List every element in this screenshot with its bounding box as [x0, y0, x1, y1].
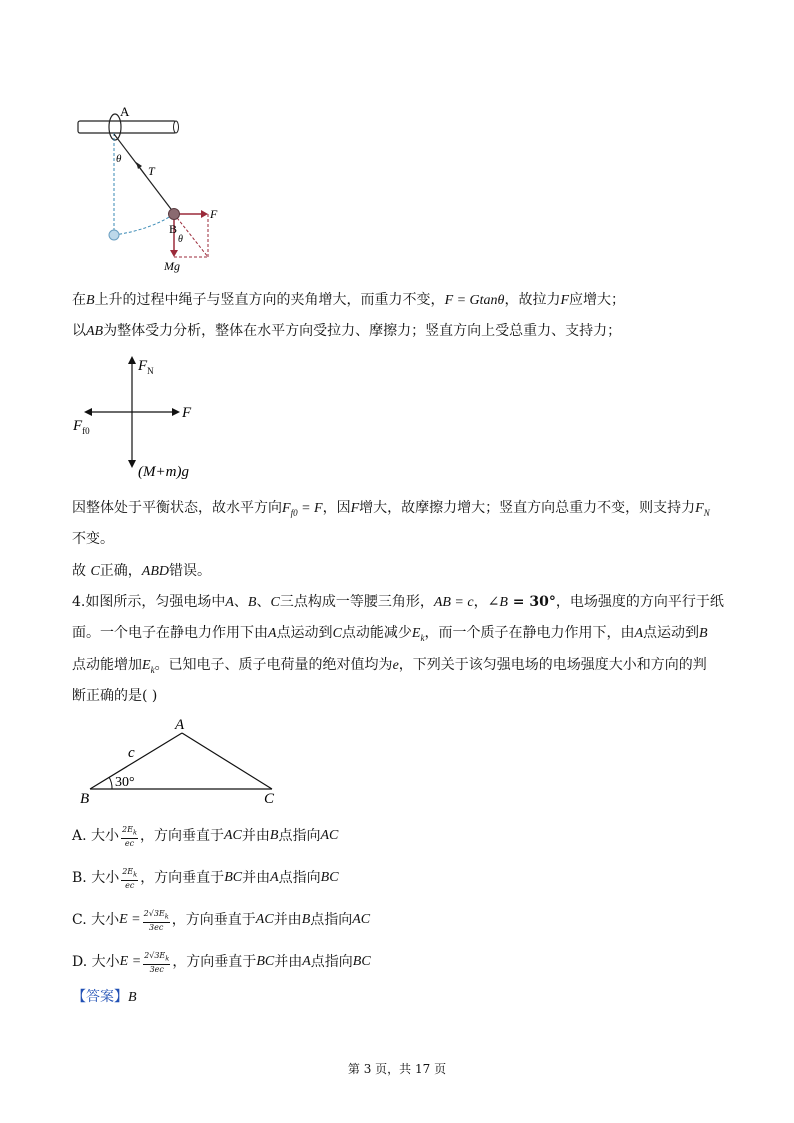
text-line-1: 在B上升的过程中绳子与竖直方向的夹角增大，而重力不变，F = Gtanθ，故拉力F应增大； — [72, 292, 626, 308]
answer-tag: 【答案】 — [72, 989, 128, 1005]
label-F: F — [210, 207, 218, 221]
label-A: A — [175, 717, 185, 733]
label-FN: $F_N$ — [138, 358, 154, 376]
text-line-4: 不变。 — [72, 531, 114, 547]
label-B: B — [169, 222, 178, 236]
option-a[interactable]: A. 大小 $\frac{2E_k}{ec}$ ，方向垂直于 AC 并由 B 点指向 AC — [72, 825, 339, 848]
text-line-5: 故 C正确，ABD错误。 — [72, 563, 212, 579]
page-footer: 第 3 页，共 17 页 — [347, 1062, 447, 1076]
answer-value: B — [128, 990, 137, 1005]
option-d[interactable]: D. 大小 E = $\frac{2√3E_k}{3ec}$ ，方向垂直于 BC 并由 A 点指向 BC — [72, 951, 371, 974]
label-B: B — [80, 791, 90, 807]
option-c[interactable]: C. 大小 E = $\frac{2√3E_k}{3ec}$ ，方向垂直于 AC 并由 B 点指向 AC — [72, 909, 371, 932]
label-c: c — [128, 745, 135, 761]
question-4-line-4: 断正确的是( ) — [72, 688, 158, 704]
label-theta: θ — [116, 153, 122, 165]
label-Mg: Mg — [164, 259, 180, 273]
whole-body-force-diagram — [70, 352, 240, 484]
label-F-right: F — [182, 405, 192, 421]
text-line-3: 因整体处于平衡状态，故水平方向$F_{f0} = F$，因F增大，故摩擦力增大；竖直方向总重力不变，则支持力$F_N$ — [72, 500, 710, 518]
label-T: T — [148, 164, 155, 178]
answer-line — [72, 987, 137, 1008]
option-b[interactable]: B. 大小 $\frac{2E_k}{ec}$ ，方向垂直于 BC 并由 A 点指向 BC — [72, 867, 339, 890]
label-angle: 30° — [115, 775, 135, 790]
question-4-line-3: 点动能增加$E_k$。已知电子、质子电荷量的绝对值均为e，下列关于该匀强电场的电场强度大小和方向的判 — [72, 657, 707, 675]
text-line-2: 以AB为整体受力分析，整体在水平方向受拉力、摩擦力；竖直方向上受总重力、支持力； — [72, 323, 622, 339]
pendulum-force-diagram — [70, 100, 240, 280]
question-4-line-1: 4.如图所示，匀强电场中A、B、C三点构成一等腰三角形，AB = c，∠B = 30°，电场强度的方向平行于纸 — [72, 594, 724, 610]
label-gravity: (M+m)g — [138, 464, 189, 480]
question-4-line-2: 面。一个电子在静电力作用下由A点运动到C点动能减少$E_k$，而一个质子在静电力作用下，由A点运动到B — [72, 625, 708, 643]
label-C: C — [264, 791, 275, 807]
triangle-diagram — [70, 715, 290, 810]
label-theta-2: θ — [178, 234, 183, 245]
label-Ff0: $F_{f0}$ — [73, 418, 90, 436]
label-A: A — [120, 104, 130, 119]
